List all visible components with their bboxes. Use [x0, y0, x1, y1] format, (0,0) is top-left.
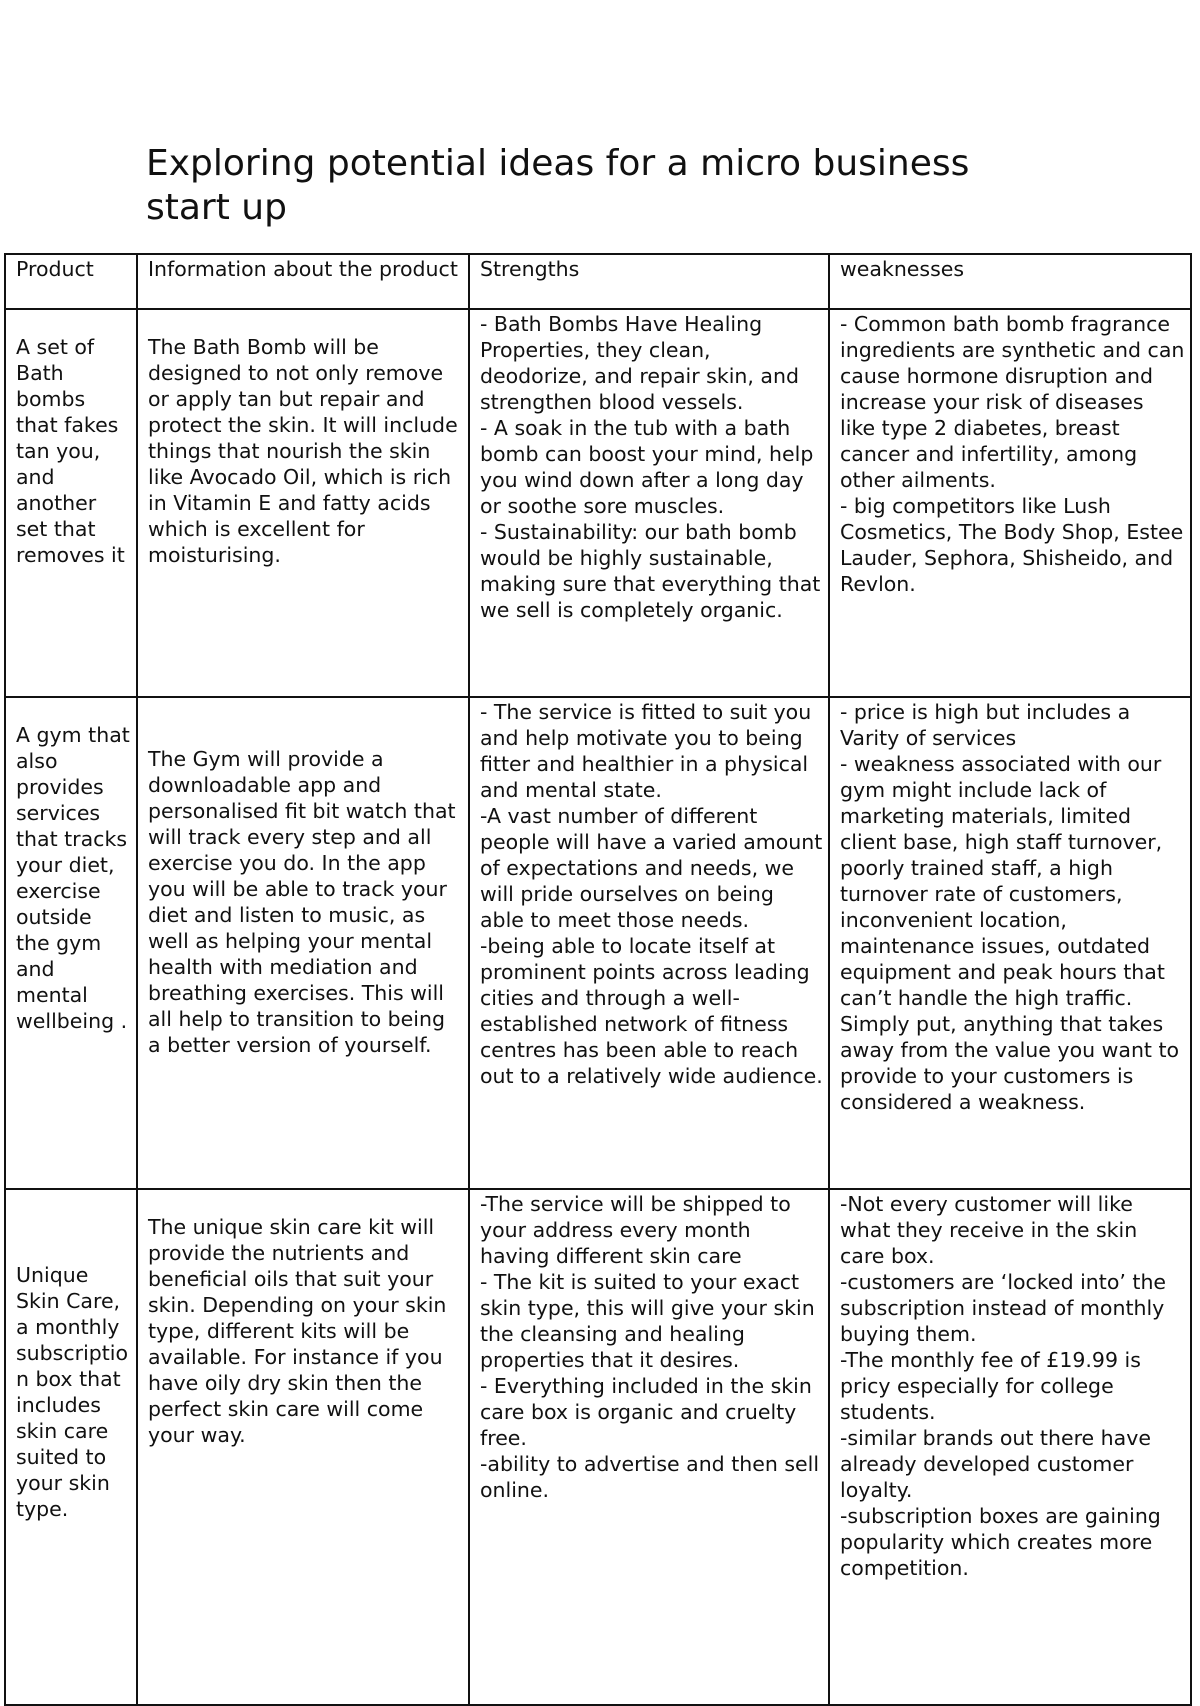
header-info: Information about the product: [137, 254, 469, 309]
product-cell: Unique Skin Care, a monthly subscription box that includes skin care suited to your skin type.: [5, 1189, 137, 1705]
weakness-item: -subscription boxes are gaining popularity which creates more competition.: [840, 1504, 1168, 1580]
document-title: Exploring potential ideas for a micro business start up: [146, 143, 970, 228]
strength-item: - The kit is suited to your exact skin type, this will give your skin the cleansing and healing properties that it desires.: [480, 1270, 822, 1372]
strengths-cell: [469, 1189, 829, 1705]
info-cell: The unique skin care kit will provide the nutrients and beneficial oils that suit your skin. Depending on your skin type, different kits will be available. For instance if you have oily dry skin then the perfect skin care will come your way.: [137, 1189, 469, 1705]
strength-item: - The service is fitted to suit you and help motivate you to being fitter and healthier in a physical and mental state.: [480, 700, 818, 802]
weakness-item: - weakness associated with our gym might include lack of marketing materials, limited client base, high staff turnover, poorly trained staff, a high turnover rate of customers, inconvenient location, maintenance issues, outdated equipment and peak hours that can’t handle the high traffic. Simply put, anything that takes away from the value you want to provide to your customers is considered a weakness.: [840, 752, 1186, 1114]
header-strengths: Strengths: [469, 254, 829, 309]
table-row: [5, 309, 1191, 697]
strengths-cell: [469, 309, 829, 697]
weakness-item: -similar brands out there have already developed customer loyalty.: [840, 1426, 1158, 1502]
strength-item: -ability to advertise and then sell online.: [480, 1452, 826, 1502]
strength-item: - A soak in the tub with a bath bomb can boost your mind, help you wind down after a long day or soothe sore muscles.: [480, 416, 820, 518]
weaknesses-cell: [829, 309, 1191, 697]
table-row: [5, 697, 1191, 1189]
weakness-item: -The monthly fee of £19.99 is pricy especially for college students.: [840, 1348, 1148, 1424]
table-header-row: [5, 254, 1191, 309]
weakness-item: - big competitors like Lush Cosmetics, The Body Shop, Estee Lauder, Sephora, Shisheido, and Revlon.: [840, 494, 1190, 596]
weakness-item: - price is high but includes a Varity of services: [840, 700, 1137, 750]
product-cell: A set of Bath bombs that fakes tan you, and another set that removes it: [5, 309, 137, 697]
weakness-item: - Common bath bomb fragrance ingredients are synthetic and can cause hormone disruption and increase your risk of diseases like type 2 diabetes, breast cancer and infertility, among other ailments.: [840, 312, 1191, 492]
header-weaknesses: weaknesses: [829, 254, 1191, 309]
weaknesses-cell: [829, 1189, 1191, 1705]
strength-item: -A vast number of different people will have a varied amount of expectations and needs, we will pride ourselves on being able to meet those needs.: [480, 804, 829, 932]
info-cell: The Gym will provide a downloadable app and personalised fit bit watch that will track every step and all exercise you do. In the app you will be able to track your diet and listen to music, as well as helping your mental health with mediation and breathing exercises. This will all help to transition to being a better version of yourself.: [137, 697, 469, 1189]
strength-item: - Bath Bombs Have Healing Properties, they clean, deodorize, and repair skin, and strengthen blood vessels.: [480, 312, 806, 414]
strength-item: -being able to locate itself at prominent points across leading cities and through a well-established network of fitness centres has been able to reach out to a relatively wide audience.: [480, 934, 823, 1088]
weakness-item: -customers are ‘locked into’ the subscription instead of monthly buying them.: [840, 1270, 1173, 1346]
weakness-item: -Not every customer will like what they receive in the skin care box.: [840, 1192, 1144, 1268]
info-cell: The Bath Bomb will be designed to not only remove or apply tan but repair and protect the skin. It will include things that nourish the skin like Avocado Oil, which is rich in Vitamin E and fatty acids which is excellent for moisturising.: [137, 309, 469, 697]
strength-item: - Everything included in the skin care box is organic and cruelty free.: [480, 1374, 819, 1450]
strengths-cell: [469, 697, 829, 1189]
weaknesses-cell: [829, 697, 1191, 1189]
header-product: Product: [5, 254, 137, 309]
strength-item: - Sustainability: our bath bomb would be highly sustainable, making sure that everything that we sell is completely organic.: [480, 520, 827, 622]
product-cell: A gym that also provides services that tracks your diet, exercise outside the gym and mental wellbeing .: [5, 697, 137, 1189]
ideas-table: [4, 253, 1192, 1706]
strength-item: -The service will be shipped to your address every month having different skin care: [480, 1192, 798, 1268]
table-row: [5, 1189, 1191, 1705]
